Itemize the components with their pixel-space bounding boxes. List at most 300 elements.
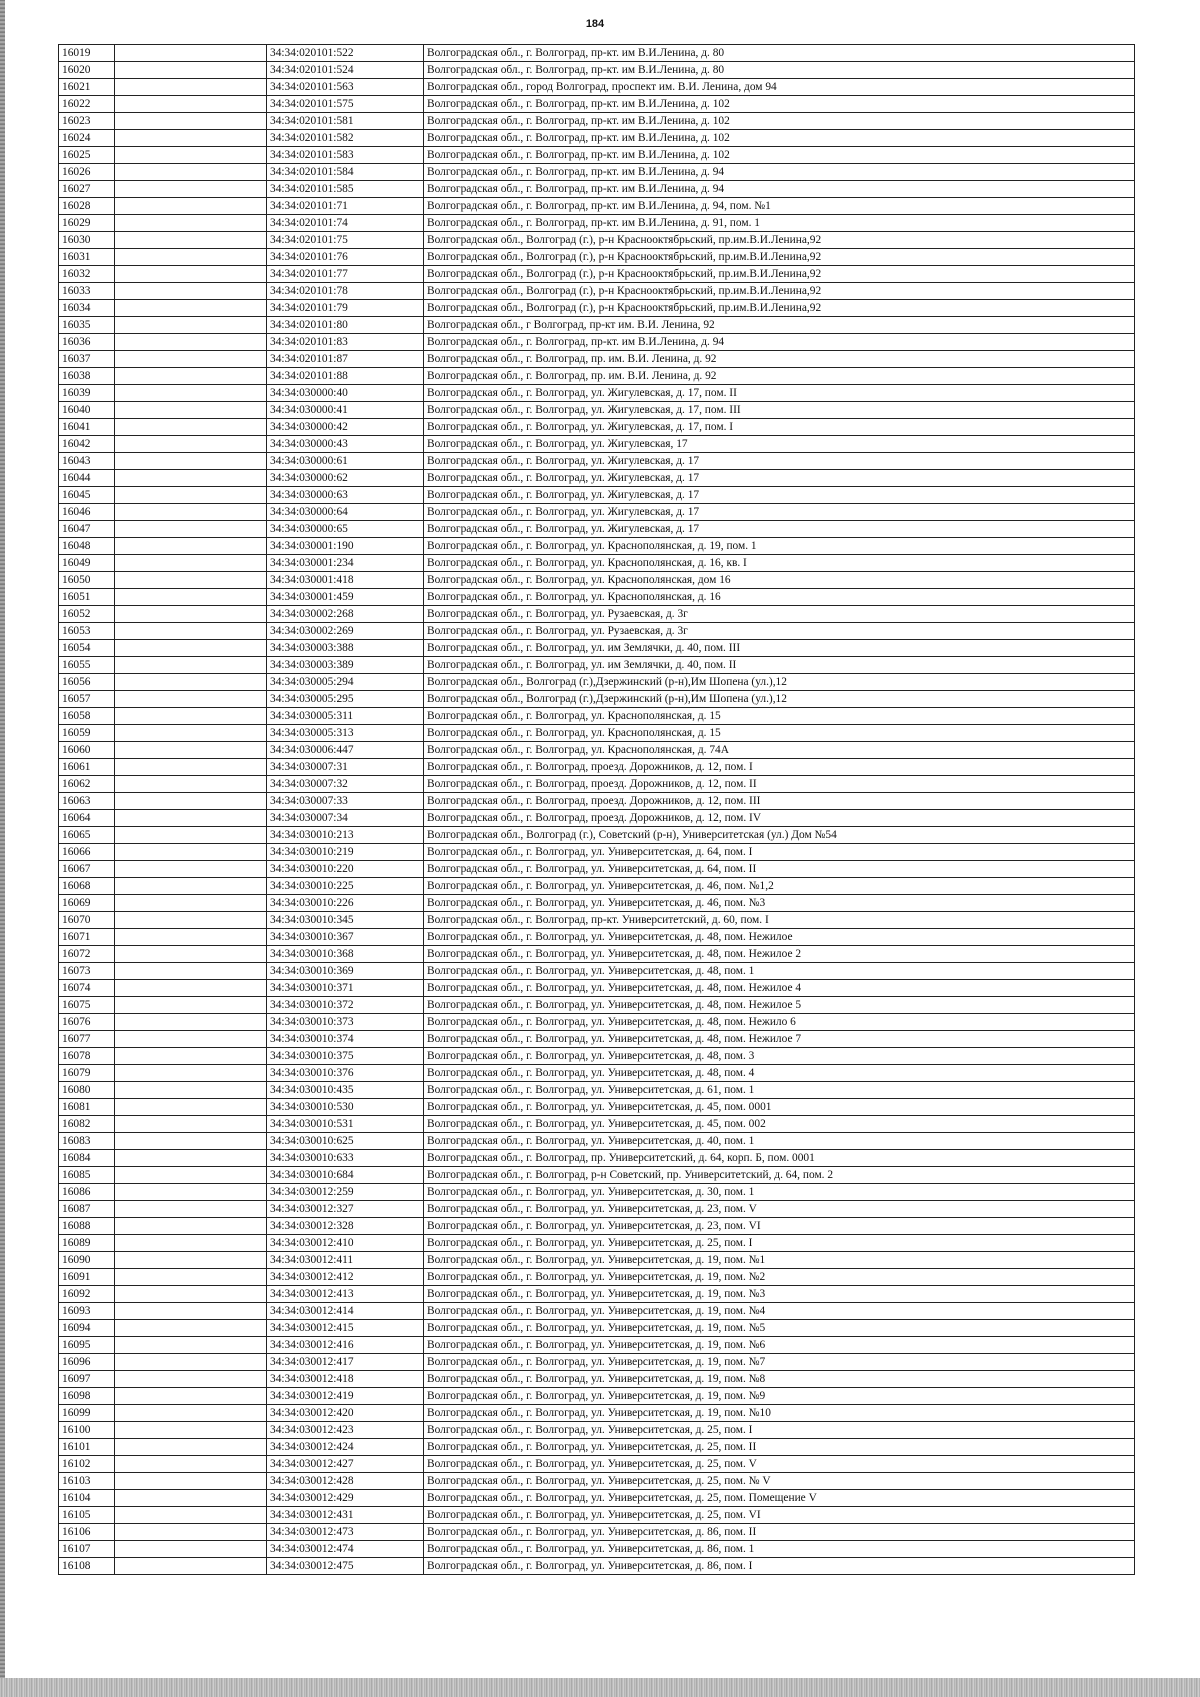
address-cell: Волгоградская обл., г. Волгоград, ул. Краснополянская, д. 16, кв. I: [424, 555, 1135, 572]
cadastral-number-cell: 34:34:030003:389: [267, 657, 424, 674]
cadastral-number-cell: 34:34:030012:423: [267, 1422, 424, 1439]
address-cell: Волгоградская обл., г. Волгоград, пр-кт. им В.И.Ленина, д. 102: [424, 113, 1135, 130]
cadastral-number-cell: 34:34:030002:268: [267, 606, 424, 623]
address-cell: Волгоградская обл., г. Волгоград, ул. Университетская, д. 25, пом. № V: [424, 1473, 1135, 1490]
table-row: [59, 1388, 1135, 1405]
row-number-cell: 16062: [59, 776, 115, 793]
row-number-cell: 16031: [59, 249, 115, 266]
blank-cell: [115, 147, 267, 164]
row-number-cell: 16045: [59, 487, 115, 504]
cadastral-number-cell: 34:34:030012:420: [267, 1405, 424, 1422]
row-number-cell: 16024: [59, 130, 115, 147]
address-cell: Волгоградская обл., г. Волгоград, ул. Университетская, д. 48, пом. Нежилое 4: [424, 980, 1135, 997]
blank-cell: [115, 79, 267, 96]
cadastral-number-cell: 34:34:030010:684: [267, 1167, 424, 1184]
address-cell: Волгоградская обл., г. Волгоград, ул. Университетская, д. 86, пом. I: [424, 1558, 1135, 1575]
cadastral-number-cell: 34:34:030000:42: [267, 419, 424, 436]
row-number-cell: 16090: [59, 1252, 115, 1269]
blank-cell: [115, 1167, 267, 1184]
address-cell: Волгоградская обл., Волгоград (г.), р-н Краснооктябрьский, пр.им.В.И.Ленина,92: [424, 232, 1135, 249]
blank-cell: [115, 96, 267, 113]
address-cell: Волгоградская обл., г. Волгоград, ул. Жигулевская, д. 17: [424, 470, 1135, 487]
cadastral-number-cell: 34:34:030000:40: [267, 385, 424, 402]
address-cell: Волгоградская обл., г. Волгоград, ул. им Землячки, д. 40, пом. III: [424, 640, 1135, 657]
table-row: [59, 963, 1135, 980]
row-number-cell: 16051: [59, 589, 115, 606]
row-number-cell: 16100: [59, 1422, 115, 1439]
blank-cell: [115, 351, 267, 368]
blank-cell: [115, 1337, 267, 1354]
address-cell: Волгоградская обл., г. Волгоград, ул. Университетская, д. 19, пом. №10: [424, 1405, 1135, 1422]
row-number-cell: 16055: [59, 657, 115, 674]
cadastral-number-cell: 34:34:030001:234: [267, 555, 424, 572]
blank-cell: [115, 1031, 267, 1048]
row-number-cell: 16064: [59, 810, 115, 827]
blank-cell: [115, 130, 267, 147]
table-row: [59, 742, 1135, 759]
table-row: [59, 1490, 1135, 1507]
blank-cell: [115, 691, 267, 708]
address-cell: Волгоградская обл., Волгоград (г.), р-н Краснооктябрьский, пр.им.В.И.Ленина,92: [424, 266, 1135, 283]
row-number-cell: 16038: [59, 368, 115, 385]
blank-cell: [115, 470, 267, 487]
row-number-cell: 16099: [59, 1405, 115, 1422]
address-cell: Волгоградская обл., г. Волгоград, ул. Университетская, д. 48, пом. 1: [424, 963, 1135, 980]
table-row: [59, 334, 1135, 351]
blank-cell: [115, 606, 267, 623]
row-number-cell: 16067: [59, 861, 115, 878]
blank-cell: [115, 657, 267, 674]
table-row: [59, 1014, 1135, 1031]
table-row: [59, 674, 1135, 691]
address-cell: Волгоградская обл., г. Волгоград, ул. Университетская, д. 48, пом. Нежилое 7: [424, 1031, 1135, 1048]
address-cell: Волгоградская обл., г. Волгоград, пр-кт. им В.И.Ленина, д. 94: [424, 334, 1135, 351]
table-row: [59, 232, 1135, 249]
row-number-cell: 16073: [59, 963, 115, 980]
address-cell: Волгоградская обл., г. Волгоград, ул. Университетская, д. 45, пом. 002: [424, 1116, 1135, 1133]
address-cell: Волгоградская обл., г. Волгоград, пр. им. В.И. Ленина, д. 92: [424, 351, 1135, 368]
blank-cell: [115, 436, 267, 453]
address-cell: Волгоградская обл., г. Волгоград, ул. Университетская, д. 25, пом. Помещение V: [424, 1490, 1135, 1507]
table-row: [59, 657, 1135, 674]
blank-cell: [115, 895, 267, 912]
blank-cell: [115, 1150, 267, 1167]
cadastral-number-cell: 34:34:030010:372: [267, 997, 424, 1014]
row-number-cell: 16082: [59, 1116, 115, 1133]
cadastral-number-cell: 34:34:030000:43: [267, 436, 424, 453]
row-number-cell: 16058: [59, 708, 115, 725]
blank-cell: [115, 181, 267, 198]
table-row: [59, 1116, 1135, 1133]
blank-cell: [115, 266, 267, 283]
address-cell: Волгоградская обл., г. Волгоград, проезд. Дорожников, д. 12, пом. III: [424, 793, 1135, 810]
address-cell: Волгоградская обл., Волгоград (г.), Советский (р-н), Университетская (ул.) Дом №54: [424, 827, 1135, 844]
cadastral-number-cell: 34:34:030003:388: [267, 640, 424, 657]
table-row: [59, 1065, 1135, 1082]
address-cell: Волгоградская обл., г. Волгоград, ул. Краснополянская, д. 16: [424, 589, 1135, 606]
row-number-cell: 16084: [59, 1150, 115, 1167]
table-row: [59, 1405, 1135, 1422]
table-row: [59, 759, 1135, 776]
cadastral-number-cell: 34:34:020101:75: [267, 232, 424, 249]
address-cell: Волгоградская обл., г. Волгоград, ул. Жигулевская, д. 17, пом. II: [424, 385, 1135, 402]
row-number-cell: 16081: [59, 1099, 115, 1116]
address-cell: Волгоградская обл., г. Волгоград, ул. Университетская, д. 19, пом. №9: [424, 1388, 1135, 1405]
address-cell: Волгоградская обл., г. Волгоград, ул. Университетская, д. 19, пом. №1: [424, 1252, 1135, 1269]
table-row: [59, 623, 1135, 640]
blank-cell: [115, 997, 267, 1014]
blank-cell: [115, 980, 267, 997]
address-cell: Волгоградская обл., Волгоград (г.), р-н Краснооктябрьский, пр.им.В.И.Ленина,92: [424, 249, 1135, 266]
table-row: [59, 504, 1135, 521]
blank-cell: [115, 1388, 267, 1405]
blank-cell: [115, 1456, 267, 1473]
cadastral-number-cell: 34:34:020101:583: [267, 147, 424, 164]
address-cell: Волгоградская обл., г. Волгоград, ул. Жигулевская, д. 17: [424, 453, 1135, 470]
address-cell: Волгоградская обл., г. Волгоград, пр. Университетский, д. 64, корп. Б, пом. 0001: [424, 1150, 1135, 1167]
blank-cell: [115, 725, 267, 742]
blank-cell: [115, 215, 267, 232]
row-number-cell: 16102: [59, 1456, 115, 1473]
cadastral-number-cell: 34:34:020101:88: [267, 368, 424, 385]
table-row: [59, 640, 1135, 657]
table-row: [59, 1184, 1135, 1201]
cadastral-number-cell: 34:34:020101:74: [267, 215, 424, 232]
row-number-cell: 16050: [59, 572, 115, 589]
cadastral-number-cell: 34:34:020101:83: [267, 334, 424, 351]
cadastral-number-cell: 34:34:030012:414: [267, 1303, 424, 1320]
cadastral-number-cell: 34:34:020101:522: [267, 45, 424, 62]
blank-cell: [115, 742, 267, 759]
address-cell: Волгоградская обл., г. Волгоград, ул. Краснополянская, д. 19, пом. 1: [424, 538, 1135, 555]
table-row: [59, 1286, 1135, 1303]
row-number-cell: 16095: [59, 1337, 115, 1354]
cadastral-number-cell: 34:34:020101:585: [267, 181, 424, 198]
blank-cell: [115, 572, 267, 589]
table-row: [59, 62, 1135, 79]
blank-cell: [115, 45, 267, 62]
address-cell: Волгоградская обл., г. Волгоград, ул. Университетская, д. 61, пом. 1: [424, 1082, 1135, 1099]
table-row: [59, 113, 1135, 130]
blank-cell: [115, 368, 267, 385]
row-number-cell: 16030: [59, 232, 115, 249]
cadastral-number-cell: 34:34:030012:431: [267, 1507, 424, 1524]
cadastral-number-cell: 34:34:030006:447: [267, 742, 424, 759]
row-number-cell: 16087: [59, 1201, 115, 1218]
address-cell: Волгоградская обл., г. Волгоград, пр-кт. им В.И.Ленина, д. 102: [424, 96, 1135, 113]
address-cell: Волгоградская обл., город Волгоград, проспект им. В.И. Ленина, дом 94: [424, 79, 1135, 96]
cadastral-number-cell: 34:34:030012:474: [267, 1541, 424, 1558]
address-cell: Волгоградская обл., г. Волгоград, ул. Жигулевская, д. 17: [424, 504, 1135, 521]
address-cell: Волгоградская обл., Волгоград (г.), р-н Краснооктябрьский, пр.им.В.И.Ленина,92: [424, 300, 1135, 317]
cadastral-number-cell: 34:34:030010:369: [267, 963, 424, 980]
cadastral-number-cell: 34:34:030005:295: [267, 691, 424, 708]
table-row: [59, 1235, 1135, 1252]
blank-cell: [115, 640, 267, 657]
table-row: [59, 1031, 1135, 1048]
row-number-cell: 16097: [59, 1371, 115, 1388]
row-number-cell: 16069: [59, 895, 115, 912]
cadastral-number-cell: 34:34:030012:415: [267, 1320, 424, 1337]
table-row: [59, 1541, 1135, 1558]
blank-cell: [115, 300, 267, 317]
blank-cell: [115, 1065, 267, 1082]
address-cell: Волгоградская обл., г. Волгоград, ул. Краснополянская, д. 74А: [424, 742, 1135, 759]
cadastral-number-cell: 34:34:030012:416: [267, 1337, 424, 1354]
table-row: [59, 572, 1135, 589]
blank-cell: [115, 1082, 267, 1099]
address-cell: Волгоградская обл., Волгоград (г.),Дзержинский (р-н),Им Шопена (ул.),12: [424, 674, 1135, 691]
address-cell: Волгоградская обл., г. Волгоград, ул. Университетская, д. 19, пом. №7: [424, 1354, 1135, 1371]
cadastral-number-cell: 34:34:020101:87: [267, 351, 424, 368]
blank-cell: [115, 1235, 267, 1252]
table-row: [59, 776, 1135, 793]
table-row: [59, 793, 1135, 810]
table-row: [59, 402, 1135, 419]
row-number-cell: 16098: [59, 1388, 115, 1405]
address-cell: Волгоградская обл., г. Волгоград, ул. Университетская, д. 25, пом. VI: [424, 1507, 1135, 1524]
table-row: [59, 521, 1135, 538]
row-number-cell: 16029: [59, 215, 115, 232]
blank-cell: [115, 555, 267, 572]
address-cell: Волгоградская обл., г Волгоград, пр-кт им. В.И. Ленина, 92: [424, 317, 1135, 334]
address-cell: Волгоградская обл., г. Волгоград, ул. Университетская, д. 19, пом. №8: [424, 1371, 1135, 1388]
blank-cell: [115, 385, 267, 402]
row-number-cell: 16066: [59, 844, 115, 861]
row-number-cell: 16053: [59, 623, 115, 640]
blank-cell: [115, 1252, 267, 1269]
blank-cell: [115, 1218, 267, 1235]
blank-cell: [115, 810, 267, 827]
cadastral-number-cell: 34:34:020101:581: [267, 113, 424, 130]
blank-cell: [115, 623, 267, 640]
cadastral-number-cell: 34:34:020101:79: [267, 300, 424, 317]
address-cell: Волгоградская обл., г. Волгоград, ул. Краснополянская, дом 16: [424, 572, 1135, 589]
cadastral-number-cell: 34:34:020101:80: [267, 317, 424, 334]
blank-cell: [115, 963, 267, 980]
cadastral-number-cell: 34:34:020101:78: [267, 283, 424, 300]
row-number-cell: 16077: [59, 1031, 115, 1048]
row-number-cell: 16041: [59, 419, 115, 436]
address-cell: Волгоградская обл., г. Волгоград, ул. Университетская, д. 64, пом. I: [424, 844, 1135, 861]
cadastral-number-cell: 34:34:030010:368: [267, 946, 424, 963]
row-number-cell: 16044: [59, 470, 115, 487]
table-row: [59, 368, 1135, 385]
cadastral-number-cell: 34:34:030010:374: [267, 1031, 424, 1048]
cadastral-number-cell: 34:34:030000:64: [267, 504, 424, 521]
table-row: [59, 351, 1135, 368]
address-cell: Волгоградская обл., г. Волгоград, ул. Университетская, д. 25, пом. II: [424, 1439, 1135, 1456]
cadastral-number-cell: 34:34:030000:61: [267, 453, 424, 470]
table-row: [59, 878, 1135, 895]
address-cell: Волгоградская обл., г. Волгоград, ул. Университетская, д. 48, пом. Нежилое 2: [424, 946, 1135, 963]
address-cell: Волгоградская обл., г. Волгоград, пр-кт. им В.И.Ленина, д. 91, пом. 1: [424, 215, 1135, 232]
row-number-cell: 16060: [59, 742, 115, 759]
blank-cell: [115, 487, 267, 504]
row-number-cell: 16020: [59, 62, 115, 79]
blank-cell: [115, 1201, 267, 1218]
blank-cell: [115, 1269, 267, 1286]
cadastral-number-cell: 34:34:030001:190: [267, 538, 424, 555]
table-row: [59, 691, 1135, 708]
row-number-cell: 16071: [59, 929, 115, 946]
cadastral-number-cell: 34:34:030005:294: [267, 674, 424, 691]
cadastral-number-cell: 34:34:030012:412: [267, 1269, 424, 1286]
table-row: [59, 266, 1135, 283]
address-cell: Волгоградская обл., г. Волгоград, ул. Университетская, д. 25, пом. I: [424, 1422, 1135, 1439]
row-number-cell: 16105: [59, 1507, 115, 1524]
row-number-cell: 16035: [59, 317, 115, 334]
cadastral-number-cell: 34:34:020101:77: [267, 266, 424, 283]
address-cell: Волгоградская обл., г. Волгоград, ул. Жигулевская, д. 17: [424, 521, 1135, 538]
table-row: [59, 181, 1135, 198]
address-cell: Волгоградская обл., г. Волгоград, ул. Университетская, д. 30, пом. 1: [424, 1184, 1135, 1201]
blank-cell: [115, 62, 267, 79]
cadastral-number-cell: 34:34:030010:220: [267, 861, 424, 878]
table-row: [59, 912, 1135, 929]
table-row: [59, 1201, 1135, 1218]
blank-cell: [115, 232, 267, 249]
row-number-cell: 16043: [59, 453, 115, 470]
cadastral-number-cell: 34:34:030010:226: [267, 895, 424, 912]
cadastral-number-cell: 34:34:030012:424: [267, 1439, 424, 1456]
cadastral-number-cell: 34:34:030012:411: [267, 1252, 424, 1269]
registry-body: [59, 45, 1135, 1575]
table-row: [59, 895, 1135, 912]
table-row: [59, 1354, 1135, 1371]
address-cell: Волгоградская обл., г. Волгоград, ул. Университетская, д. 46, пом. №3: [424, 895, 1135, 912]
address-cell: Волгоградская обл., г. Волгоград, ул. Жигулевская, 17: [424, 436, 1135, 453]
cadastral-number-cell: 34:34:030012:417: [267, 1354, 424, 1371]
table-row: [59, 946, 1135, 963]
cadastral-number-cell: 34:34:030010:371: [267, 980, 424, 997]
row-number-cell: 16059: [59, 725, 115, 742]
blank-cell: [115, 1422, 267, 1439]
cadastral-number-cell: 34:34:030012:328: [267, 1218, 424, 1235]
row-number-cell: 16042: [59, 436, 115, 453]
row-number-cell: 16046: [59, 504, 115, 521]
table-row: [59, 470, 1135, 487]
row-number-cell: 16047: [59, 521, 115, 538]
address-cell: Волгоградская обл., г. Волгоград, ул. Жигулевская, д. 17, пом. I: [424, 419, 1135, 436]
row-number-cell: 16107: [59, 1541, 115, 1558]
table-row: [59, 96, 1135, 113]
cadastral-number-cell: 34:34:020101:524: [267, 62, 424, 79]
blank-cell: [115, 283, 267, 300]
row-number-cell: 16085: [59, 1167, 115, 1184]
row-number-cell: 16032: [59, 266, 115, 283]
address-cell: Волгоградская обл., г. Волгоград, ул. Университетская, д. 19, пом. №3: [424, 1286, 1135, 1303]
address-cell: Волгоградская обл., г. Волгоград, ул. Университетская, д. 48, пом. Нежилое: [424, 929, 1135, 946]
blank-cell: [115, 1558, 267, 1575]
blank-cell: [115, 878, 267, 895]
table-row: [59, 725, 1135, 742]
row-number-cell: 16103: [59, 1473, 115, 1490]
table-row: [59, 1422, 1135, 1439]
row-number-cell: 16028: [59, 198, 115, 215]
table-row: [59, 810, 1135, 827]
cadastral-number-cell: 34:34:020101:563: [267, 79, 424, 96]
row-number-cell: 16106: [59, 1524, 115, 1541]
scan-edge-left: [0, 0, 5, 1697]
table-row: [59, 419, 1135, 436]
row-number-cell: 16057: [59, 691, 115, 708]
row-number-cell: 16063: [59, 793, 115, 810]
table-row: [59, 215, 1135, 232]
cadastral-number-cell: 34:34:030002:269: [267, 623, 424, 640]
table-row: [59, 861, 1135, 878]
cadastral-number-cell: 34:34:030012:413: [267, 1286, 424, 1303]
row-number-cell: 16049: [59, 555, 115, 572]
cadastral-number-cell: 34:34:030012:418: [267, 1371, 424, 1388]
blank-cell: [115, 1507, 267, 1524]
row-number-cell: 16076: [59, 1014, 115, 1031]
table-row: [59, 589, 1135, 606]
blank-cell: [115, 1184, 267, 1201]
table-row: [59, 1133, 1135, 1150]
address-cell: Волгоградская обл., г. Волгоград, проезд. Дорожников, д. 12, пом. I: [424, 759, 1135, 776]
address-cell: Волгоградская обл., г. Волгоград, ул. Университетская, д. 86, пом. 1: [424, 1541, 1135, 1558]
cadastral-number-cell: 34:34:020101:71: [267, 198, 424, 215]
row-number-cell: 16033: [59, 283, 115, 300]
row-number-cell: 16022: [59, 96, 115, 113]
blank-cell: [115, 538, 267, 555]
blank-cell: [115, 1524, 267, 1541]
address-cell: Волгоградская обл., г. Волгоград, ул. Университетская, д. 23, пом. VI: [424, 1218, 1135, 1235]
cadastral-number-cell: 34:34:030005:313: [267, 725, 424, 742]
row-number-cell: 16092: [59, 1286, 115, 1303]
table-row: [59, 606, 1135, 623]
table-row: [59, 79, 1135, 96]
row-number-cell: 16074: [59, 980, 115, 997]
cadastral-number-cell: 34:34:030010:345: [267, 912, 424, 929]
address-cell: Волгоградская обл., г. Волгоград, пр-кт. им В.И.Ленина, д. 94: [424, 181, 1135, 198]
cadastral-number-cell: 34:34:030012:475: [267, 1558, 424, 1575]
blank-cell: [115, 589, 267, 606]
row-number-cell: 16039: [59, 385, 115, 402]
row-number-cell: 16078: [59, 1048, 115, 1065]
blank-cell: [115, 1371, 267, 1388]
row-number-cell: 16027: [59, 181, 115, 198]
table-row: [59, 1099, 1135, 1116]
table-row: [59, 1507, 1135, 1524]
row-number-cell: 16072: [59, 946, 115, 963]
blank-cell: [115, 521, 267, 538]
blank-cell: [115, 674, 267, 691]
table-row: [59, 453, 1135, 470]
blank-cell: [115, 708, 267, 725]
address-cell: Волгоградская обл., г. Волгоград, проезд. Дорожников, д. 12, пом. II: [424, 776, 1135, 793]
table-row: [59, 827, 1135, 844]
table-row: [59, 1082, 1135, 1099]
blank-cell: [115, 317, 267, 334]
cadastral-number-cell: 34:34:030012:429: [267, 1490, 424, 1507]
blank-cell: [115, 759, 267, 776]
blank-cell: [115, 453, 267, 470]
cadastral-number-cell: 34:34:030007:33: [267, 793, 424, 810]
address-cell: Волгоградская обл., Волгоград (г.), р-н Краснооктябрьский, пр.им.В.И.Ленина,92: [424, 283, 1135, 300]
row-number-cell: 16037: [59, 351, 115, 368]
table-row: [59, 708, 1135, 725]
blank-cell: [115, 419, 267, 436]
cadastral-number-cell: 34:34:030012:410: [267, 1235, 424, 1252]
table-row: [59, 45, 1135, 62]
address-cell: Волгоградская обл., г. Волгоград, ул. Рузаевская, д. 3г: [424, 606, 1135, 623]
table-row: [59, 1218, 1135, 1235]
row-number-cell: 16070: [59, 912, 115, 929]
row-number-cell: 16108: [59, 1558, 115, 1575]
row-number-cell: 16079: [59, 1065, 115, 1082]
